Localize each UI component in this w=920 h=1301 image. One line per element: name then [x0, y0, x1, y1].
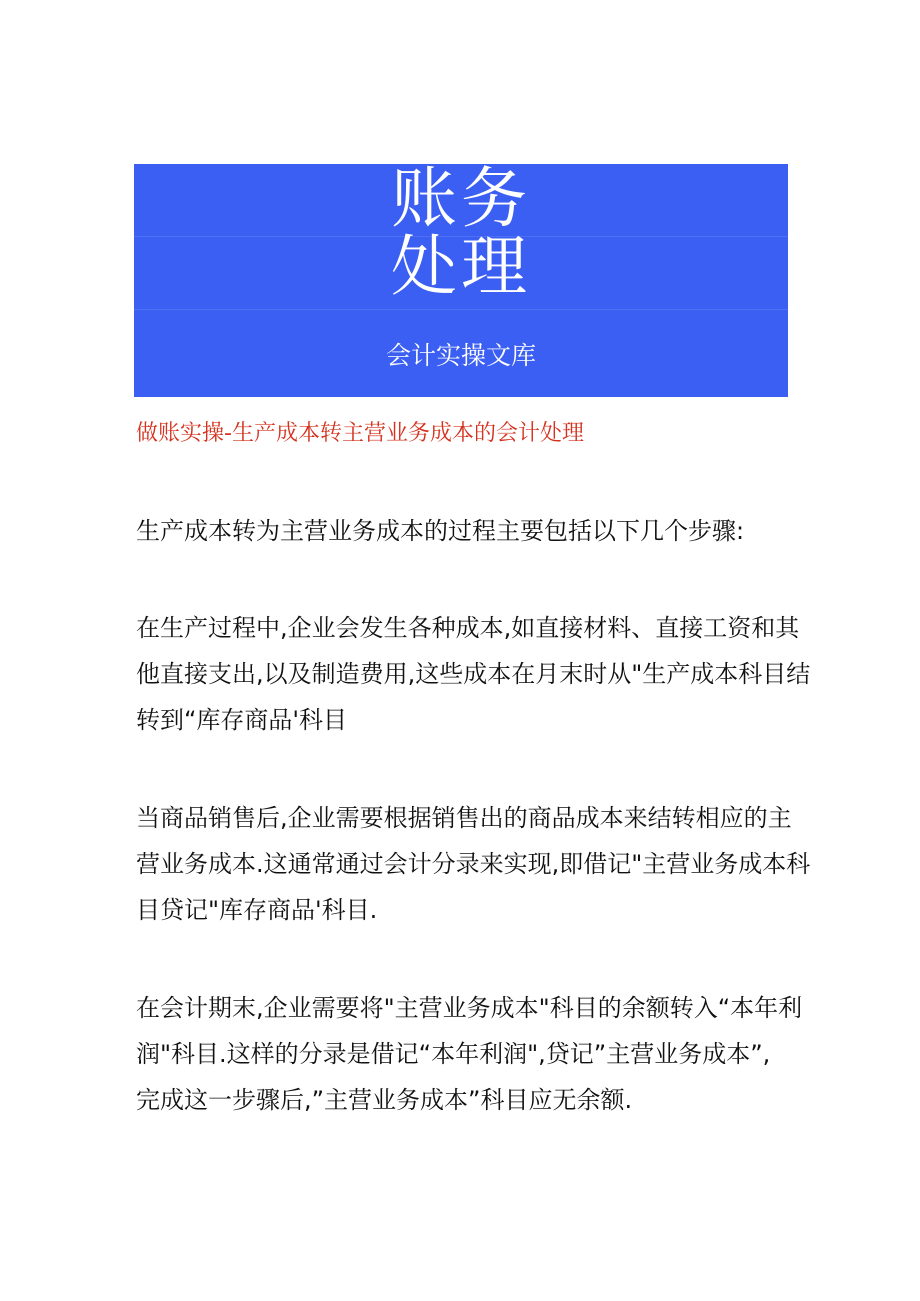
paragraph-line: 在会计期末,企业需要将"主营业务成本"科目的余额转入“本年利 — [136, 994, 803, 1022]
paragraph-step-1 — [136, 605, 811, 743]
paragraph-step-3 — [136, 985, 803, 1123]
paragraph-line: 当商品销售后,企业需要根据销售出的商品成本来结转相应的主 — [136, 804, 792, 832]
paragraph-line: 在生产过程中,企业会发生各种成本,如直接材料、直接工资和其 — [136, 614, 800, 642]
article-title: 做账实操-生产成本转主营业务成本的会计处理 — [136, 421, 584, 446]
paragraph-line: 目贷记"库存商品'科目. — [136, 896, 378, 924]
paragraph-intro — [136, 508, 796, 554]
banner-title-line-2: 处理 — [391, 228, 531, 305]
paragraph-line: 生产成本转为主营业务成本的过程主要包括以下几个步骤: — [136, 517, 745, 545]
paragraph-line: 转到“库存商品'科目 — [136, 706, 348, 734]
paragraph-step-2 — [136, 795, 811, 933]
banner-title-line-1: 账务 — [391, 160, 531, 237]
paragraph-line: 营业务成本.这通常通过会计分录来实现,即借记"主营业务成本科 — [136, 850, 811, 878]
paragraph-line: 完成这一步骤后,”主营业务成本”科目应无余额. — [136, 1086, 633, 1114]
banner-subtitle: 会计实操文库 — [385, 341, 536, 370]
paragraph-line: 润"科目.这样的分录是借记“本年利润",贷记”主营业务成本”, — [136, 1040, 771, 1068]
cover-banner — [134, 160, 788, 397]
paragraph-line: 他直接支出,以及制造费用,这些成本在月末时从"生产成本科目结 — [136, 660, 811, 688]
banner-divider — [134, 309, 788, 310]
